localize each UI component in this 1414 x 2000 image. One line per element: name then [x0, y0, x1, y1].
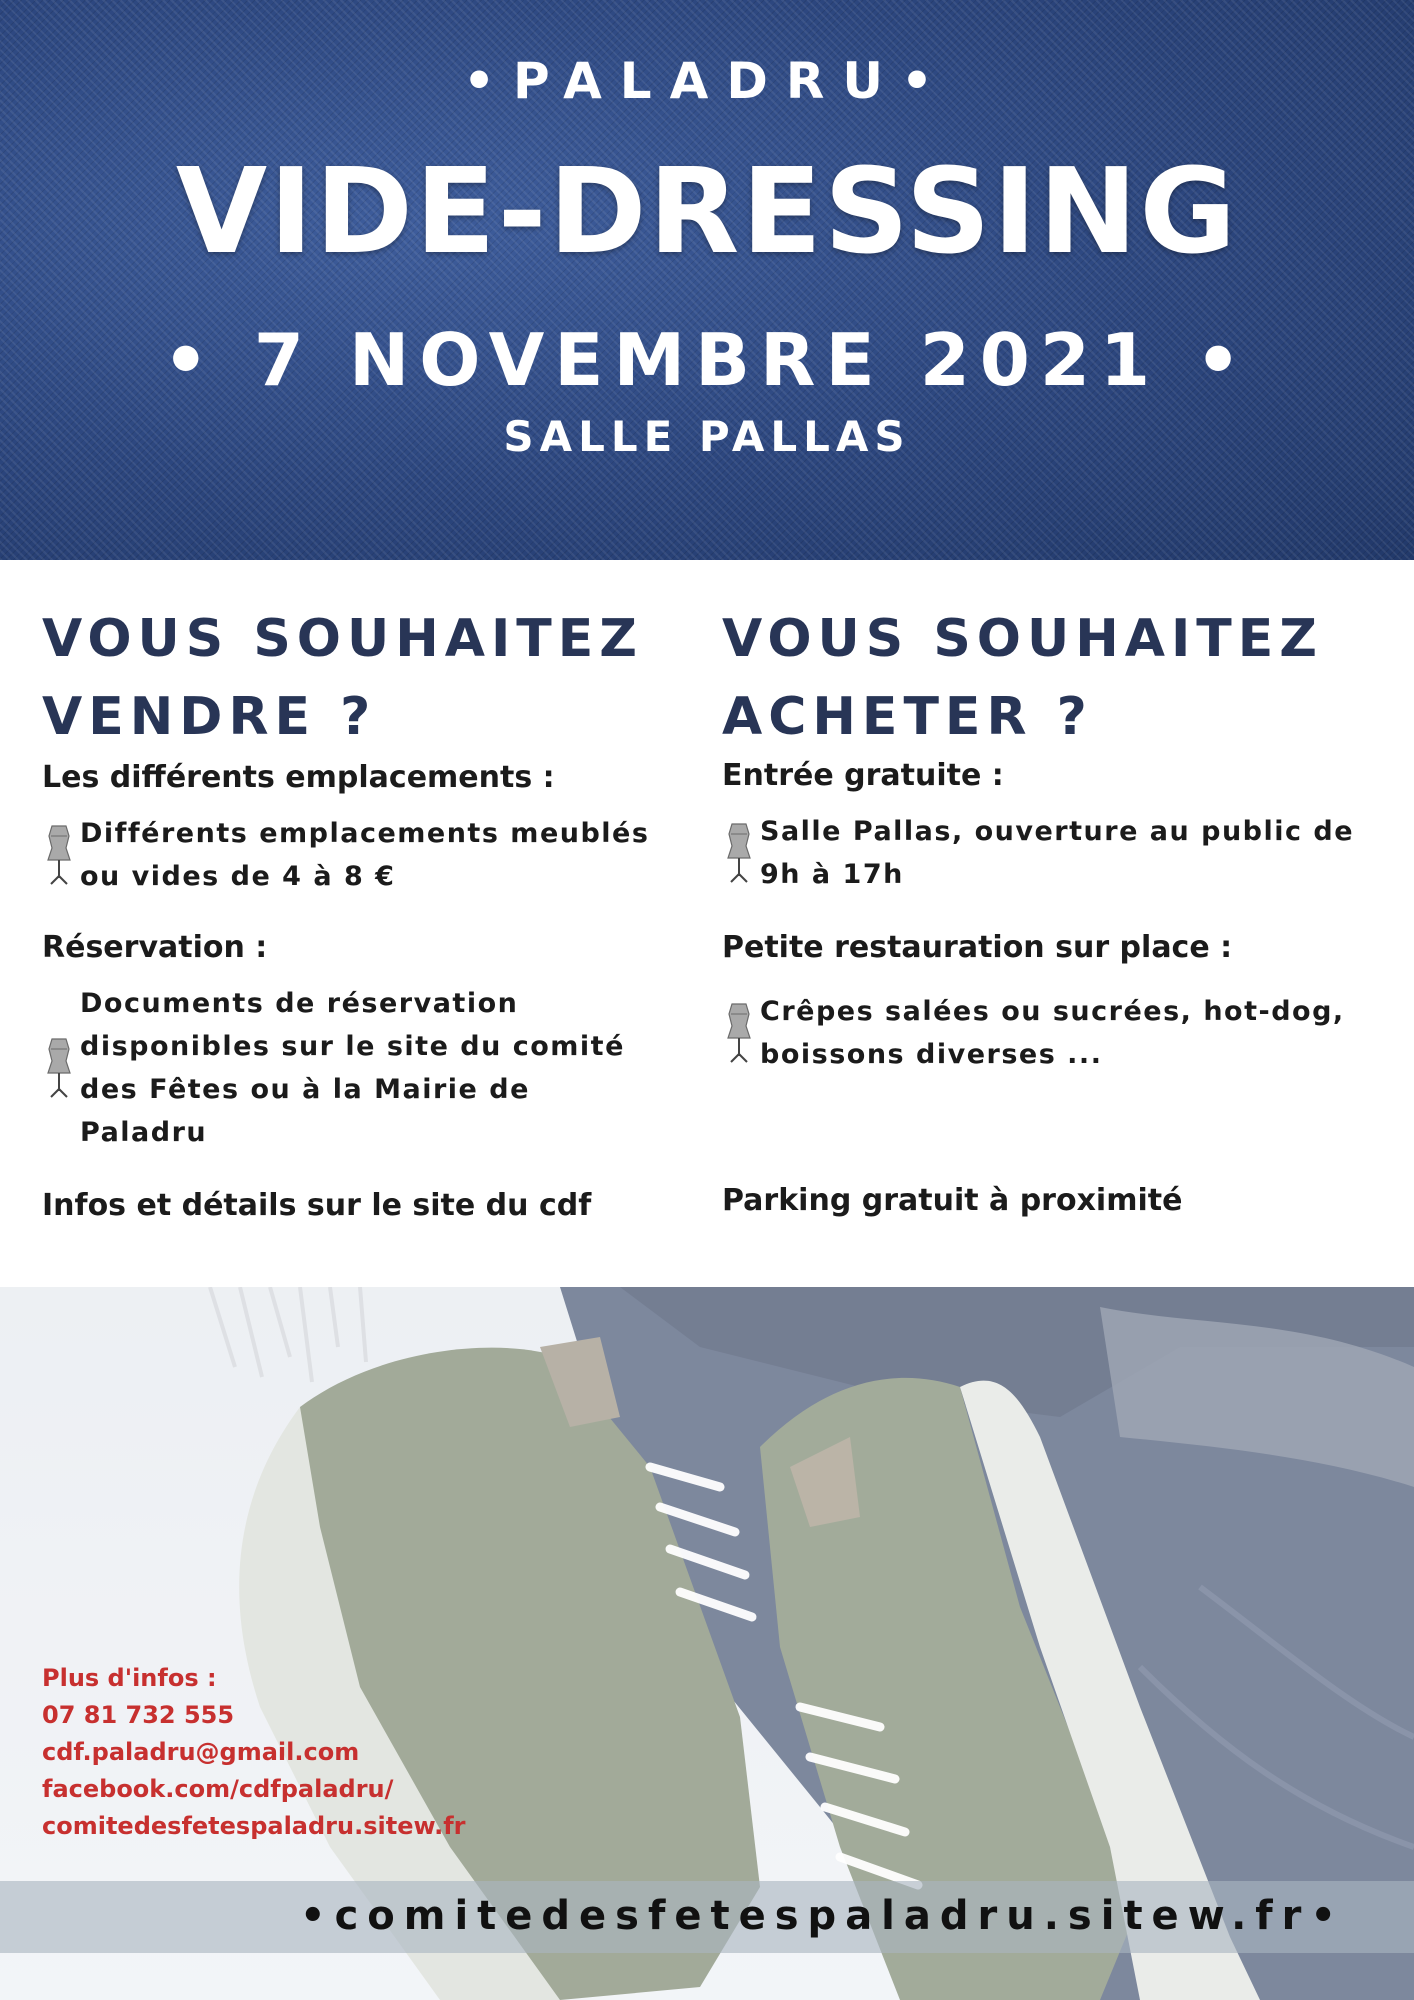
- emplacements-text-line2: ou vides de 4 à 8 €: [80, 861, 396, 892]
- restauration-item: [722, 990, 1345, 1076]
- reservation-title: Réservation :: [42, 930, 268, 965]
- reservation-text-line3: des Fêtes ou à la Mairie de: [80, 1074, 530, 1105]
- sell-heading-line1: VOUS SOUHAITEZ: [42, 609, 644, 669]
- restauration-title: Petite restauration sur place :: [722, 930, 1233, 965]
- emplacements-text: [80, 812, 649, 898]
- restauration-text-line2: boissons diverses ...: [760, 1039, 1103, 1070]
- sell-heading: [42, 600, 702, 756]
- dress-form-icon: [722, 1000, 756, 1066]
- reservation-item: [42, 982, 625, 1154]
- emplacements-text-line1: Différents emplacements meublés: [80, 818, 650, 849]
- contact-website[interactable]: comitedesfetespaladru.sitew.fr: [42, 1812, 466, 1840]
- event-date: • 7 NOVEMBRE 2021 •: [162, 318, 1252, 402]
- contact-email[interactable]: cdf.paladru@gmail.com: [42, 1738, 360, 1766]
- reservation-text-line2: disponibles sur le site du comité: [80, 1031, 625, 1062]
- buy-heading-line1: VOUS SOUHAITEZ: [722, 609, 1324, 669]
- restauration-text: [760, 990, 1345, 1076]
- reservation-text-line4: Paladru: [80, 1117, 208, 1148]
- reservation-text: [80, 982, 625, 1154]
- entree-text-line1: Salle Pallas, ouverture au public de: [760, 816, 1355, 847]
- contact-facebook[interactable]: facebook.com/cdfpaladru/: [42, 1775, 394, 1803]
- buy-parking: Parking gratuit à proximité: [722, 1183, 1183, 1218]
- entree-text: [760, 810, 1354, 896]
- contact-title: Plus d'infos :: [42, 1664, 217, 1692]
- dress-form-icon: [42, 1035, 76, 1101]
- entree-title: Entrée gratuite :: [722, 758, 1004, 793]
- sell-heading-line2: VENDRE ?: [42, 687, 377, 747]
- dress-form-icon: [42, 822, 76, 888]
- footer-url[interactable]: •comitedesfetespaladru.sitew.fr•: [300, 1893, 1345, 1939]
- contact-phone[interactable]: 07 81 732 555: [42, 1701, 235, 1729]
- event-title: VIDE-DRESSING: [175, 142, 1239, 280]
- dress-form-icon: [722, 820, 756, 886]
- restauration-text-line1: Crêpes salées ou sucrées, hot-dog,: [760, 996, 1345, 1027]
- reservation-text-line1: Documents de réservation: [80, 988, 519, 1019]
- event-venue: SALLE PALLAS: [503, 412, 911, 461]
- emplacements-item: [42, 812, 649, 898]
- sell-infos: Infos et détails sur le site du cdf: [42, 1188, 592, 1223]
- buy-heading: [722, 600, 1382, 756]
- contact-block: [42, 1660, 466, 1845]
- emplacements-title: Les différents emplacements :: [42, 760, 555, 795]
- entree-item: [722, 810, 1354, 896]
- town-name: •PALADRU•: [463, 52, 951, 110]
- entree-text-line2: 9h à 17h: [760, 859, 904, 890]
- buy-heading-line2: ACHETER ?: [722, 687, 1093, 747]
- header-banner: [0, 0, 1414, 560]
